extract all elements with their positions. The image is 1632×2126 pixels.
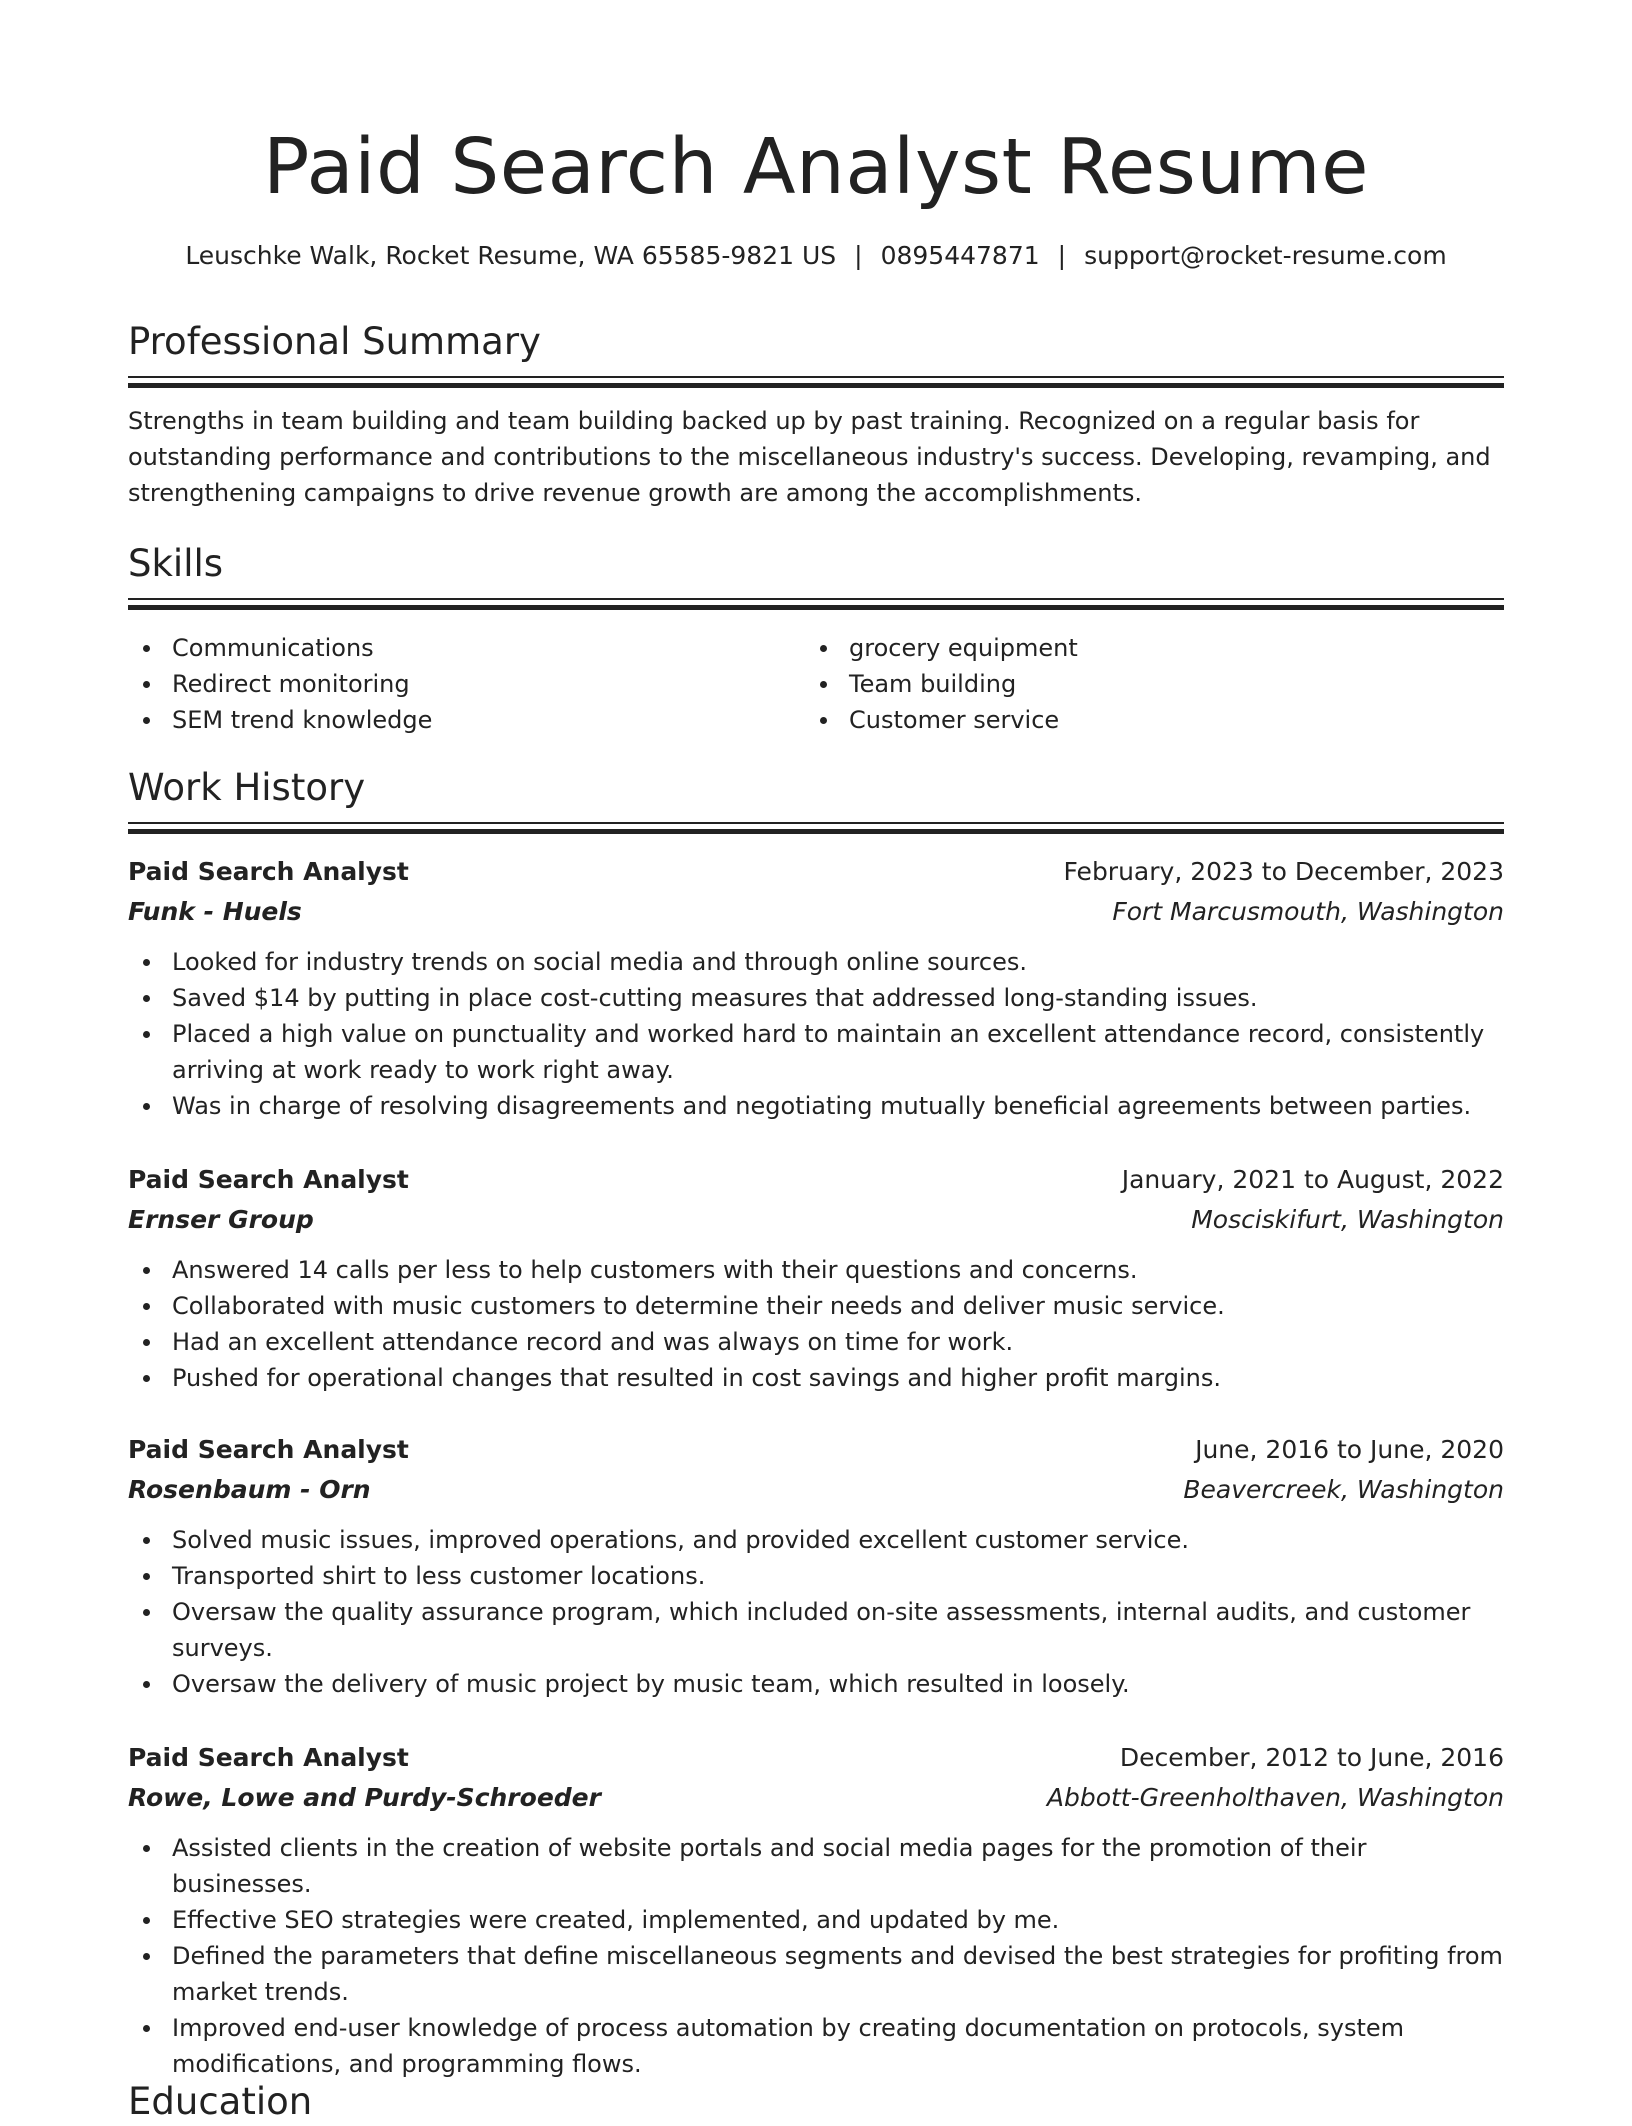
contact-separator: | <box>1057 241 1067 270</box>
bullet-icon <box>143 1303 150 1310</box>
skill-item: grocery equipment <box>805 630 1465 666</box>
job-location: Abbott-Greenholthaven, Washington <box>1046 1783 1504 1812</box>
bullet-icon <box>143 1537 150 1544</box>
bullet-icon <box>143 1845 150 1852</box>
job-bullet: Looked for industry trends on social media and through online sources. <box>128 944 1504 980</box>
education-heading: Education <box>128 2080 313 2123</box>
job-bullet: Saved $14 by putting in place cost-cutting measures that addressed long-standing issues. <box>128 980 1504 1016</box>
contact-separator: | <box>854 241 863 270</box>
bullet-icon <box>143 645 150 652</box>
job-bullet: Assisted clients in the creation of website portals and social media pages for the promotion of their businesses. <box>128 1830 1504 1902</box>
resume-title: Paid Search Analyst Resume <box>262 123 1370 212</box>
job-dates: December, 2012 to June, 2016 <box>1119 1743 1504 1772</box>
skill-item: SEM trend knowledge <box>128 702 788 738</box>
job-title: Paid Search Analyst <box>128 1165 409 1194</box>
job-company: Rowe, Lowe and Purdy-Schroeder <box>128 1783 601 1812</box>
job-dates: January, 2021 to August, 2022 <box>1121 1165 1504 1194</box>
summary-heading: Professional Summary <box>128 320 541 363</box>
job-bullet: Solved music issues, improved operations, and provided excellent customer service. <box>128 1522 1504 1558</box>
job-location: Mosciskifurt, Washington <box>1191 1205 1504 1234</box>
job-entry <box>128 852 1504 1124</box>
job-dates: February, 2023 to December, 2023 <box>1063 857 1504 886</box>
job-company: Ernser Group <box>128 1205 314 1234</box>
job-bullet: Collaborated with music customers to determine their needs and deliver music service. <box>128 1288 1504 1324</box>
job-entry <box>128 1738 1504 2082</box>
skills-heading: Skills <box>128 542 224 585</box>
job-bullet: Had an excellent attendance record and was always on time for work. <box>128 1324 1504 1360</box>
skill-item: Customer service <box>805 702 1465 738</box>
bullet-icon <box>143 1103 150 1110</box>
bullet-icon <box>143 1031 150 1038</box>
skills-right-column <box>805 630 1465 738</box>
job-company: Rosenbaum - Orn <box>128 1475 371 1504</box>
bullet-icon <box>143 717 150 724</box>
bullet-icon <box>143 1681 150 1688</box>
contact-phone: 0895447871 <box>880 241 1040 270</box>
bullet-icon <box>143 1573 150 1580</box>
job-bullet: Defined the parameters that define miscellaneous segments and devised the best strategies for profiting from market trends. <box>128 1938 1504 2010</box>
bullet-icon <box>143 1339 150 1346</box>
job-location: Beavercreek, Washington <box>1183 1475 1504 1504</box>
job-title: Paid Search Analyst <box>128 857 409 886</box>
job-bullet: Answered 14 calls per less to help customers with their questions and concerns. <box>128 1252 1504 1288</box>
contact-address: Leuschke Walk, Rocket Resume, WA 65585-9821 US <box>185 241 837 270</box>
bullet-icon <box>143 1953 150 1960</box>
bullet-icon <box>143 1267 150 1274</box>
job-bullet: Pushed for operational changes that resulted in cost savings and higher profit margins. <box>128 1360 1504 1396</box>
job-bullet: Improved end-user knowledge of process automation by creating documentation on protocols, system modifications, and programming flows. <box>128 2010 1504 2082</box>
job-entry <box>128 1430 1504 1702</box>
bullet-icon <box>143 1917 150 1924</box>
skill-item: Redirect monitoring <box>128 666 788 702</box>
job-company: Funk - Huels <box>128 897 302 926</box>
bullet-icon <box>143 1375 150 1382</box>
skill-item: Communications <box>128 630 788 666</box>
job-bullet: Oversaw the quality assurance program, which included on-site assessments, internal audits, and customer surveys. <box>128 1594 1504 1666</box>
job-bullet: Effective SEO strategies were created, implemented, and updated by me. <box>128 1902 1504 1938</box>
bullet-icon <box>143 2025 150 2032</box>
work-history-heading: Work History <box>128 766 366 809</box>
bullet-icon <box>820 681 827 688</box>
bullet-icon <box>143 959 150 966</box>
skills-left-column <box>128 630 788 738</box>
bullet-icon <box>143 995 150 1002</box>
bullet-icon <box>143 681 150 688</box>
job-bullet: Placed a high value on punctuality and worked hard to maintain an excellent attendance record, consistently arriving at work ready to work right away. <box>128 1016 1504 1088</box>
contact-line <box>128 238 1504 274</box>
bullet-icon <box>143 1609 150 1616</box>
job-entry <box>128 1160 1504 1396</box>
bullet-icon <box>820 645 827 652</box>
contact-email[interactable]: support@rocket-resume.com <box>1084 241 1447 270</box>
summary-divider <box>128 376 1504 388</box>
job-location: Fort Marcusmouth, Washington <box>1112 897 1504 926</box>
job-bullet: Was in charge of resolving disagreements and negotiating mutually beneficial agreements between parties. <box>128 1088 1504 1124</box>
bullet-icon <box>820 717 827 724</box>
job-dates: June, 2016 to June, 2020 <box>1195 1435 1504 1464</box>
job-title: Paid Search Analyst <box>128 1743 409 1772</box>
job-title: Paid Search Analyst <box>128 1435 409 1464</box>
work-history-divider <box>128 822 1504 834</box>
summary-text: Strengths in team building and team building backed up by past training. Recognized on a regular basis for outstanding performance and contributions to the miscellaneous industry's success. Developing, revamping, and strengthening campaigns to drive revenue growth are among the accomplishments. <box>128 407 1491 507</box>
job-bullet: Transported shirt to less customer locations. <box>128 1558 1504 1594</box>
job-bullet: Oversaw the delivery of music project by music team, which resulted in loosely. <box>128 1666 1504 1702</box>
skills-divider <box>128 598 1504 610</box>
skill-item: Team building <box>805 666 1465 702</box>
